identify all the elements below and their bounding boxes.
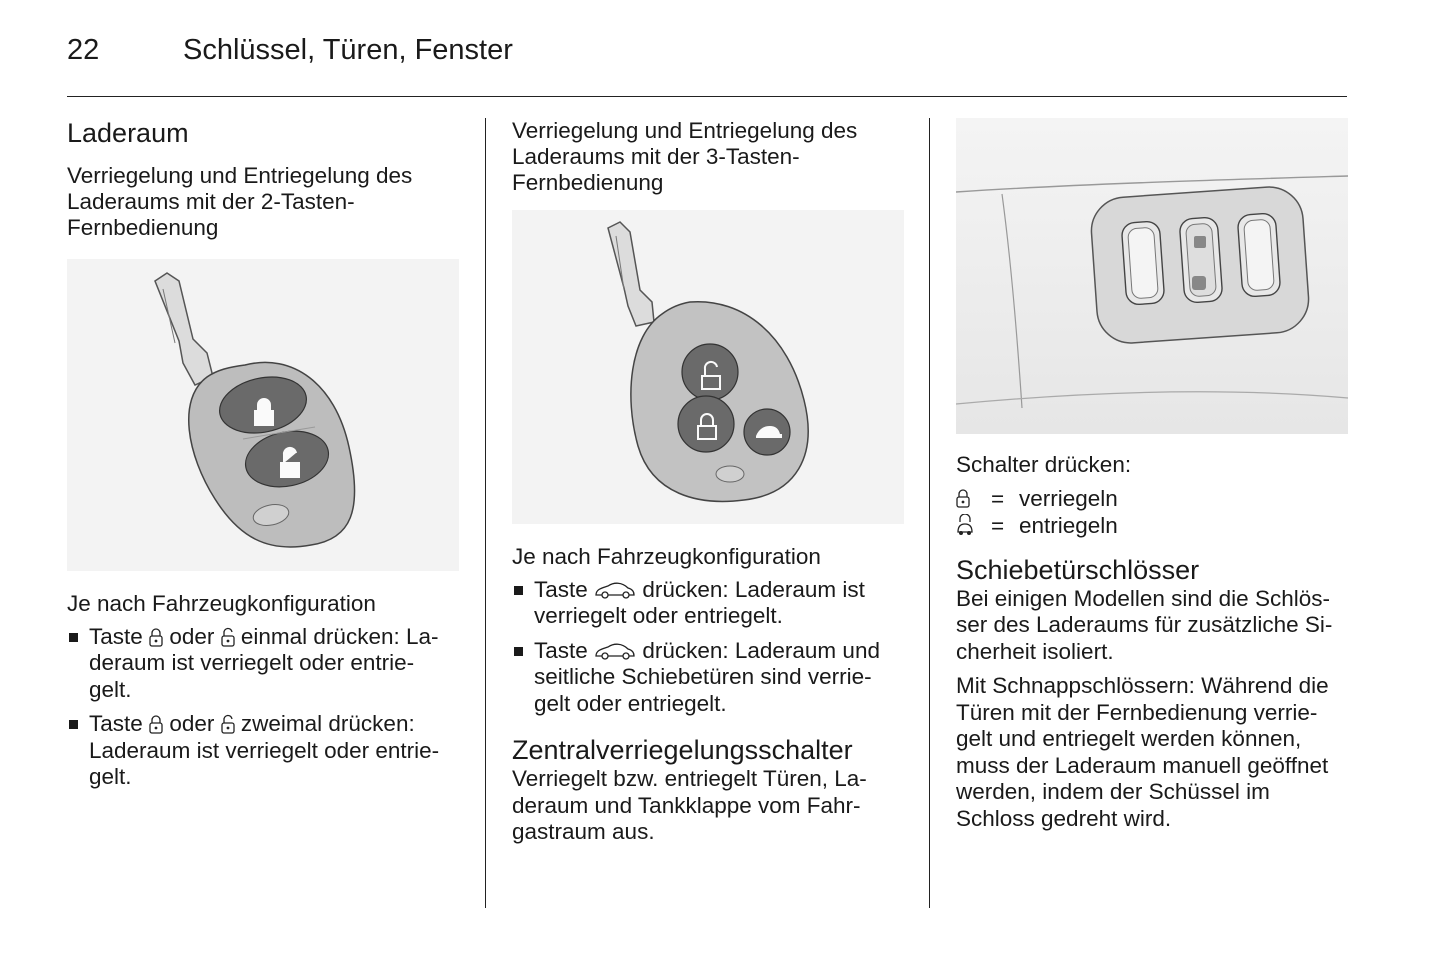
sliding-door-paragraph-2: Mit Schnappschlössern: Während die Türen mit der Fernbedienung verrie- gelt und entriegelt werden können, muss der Laderaum manuell geöffnet werden, indem der Schüssel im Schloss gedreht wird.: [956, 673, 1329, 831]
section-heading-central-locking: Zentralverriegelungsschalter: [512, 735, 853, 765]
page-header: [67, 34, 1347, 97]
list-item: Taste drücken: Laderaum ist verriegelt oder entriegelt.: [512, 577, 907, 630]
unlock-icon: [221, 627, 235, 647]
lock-icon: [956, 488, 970, 508]
lock-icon: [149, 627, 163, 647]
list-item: Taste oder einmal drücken: La- deraum ist verriegelt oder entrie- gelt.: [67, 624, 462, 704]
section-heading-laderaum: Laderaum: [67, 118, 189, 148]
three-button-remote-illustration: [512, 210, 904, 524]
legend-unlock-row: = entriegeln: [956, 512, 1348, 539]
column-divider: [929, 118, 930, 908]
car-icon: [594, 580, 636, 600]
config-intro-text: Je nach Fahrzeugkonfiguration: [512, 544, 821, 569]
section-heading-sliding-door-locks: Schiebetürschlösser: [956, 554, 1200, 585]
subheading-3-button: Verriegelung und Entriegelung des Laderaums mit der 3-Tasten- Fernbedienung: [512, 118, 858, 195]
column-laderaum: [67, 118, 462, 791]
sliding-door-paragraph-1: Bei einigen Modellen sind die Schlös- ser des Laderaums für zusätzliche Si- cherheit isoliert.: [956, 585, 1333, 664]
column-3-button-remote: [512, 118, 907, 846]
car-unlock-icon: [956, 514, 974, 536]
two-button-remote-illustration: [67, 259, 459, 571]
unlock-icon: [221, 714, 235, 734]
list-item: Taste oder zweimal drücken: Laderaum ist verriegelt oder entrie- gelt.: [67, 711, 462, 791]
bullet-list-3-button: [512, 577, 907, 718]
central-locking-switch-illustration: [956, 118, 1348, 434]
column-switch: [956, 118, 1348, 832]
lock-icon: [149, 714, 163, 734]
car-icon: [594, 641, 636, 661]
legend-lock-row: = verriegeln: [956, 485, 1348, 512]
bullet-list-2-button: [67, 624, 462, 791]
column-divider: [485, 118, 486, 908]
list-item: Taste drücken: Laderaum und seitliche Schiebetüren sind verrie- gelt oder entriegelt.: [512, 638, 907, 718]
config-intro-text: Je nach Fahrzeugkonfiguration: [67, 591, 376, 616]
central-locking-paragraph: Verriegelt bzw. entriegelt Türen, La- deraum und Tankklappe vom Fahr- gastraum aus.: [512, 766, 867, 844]
chapter-title: Schlüssel, Türen, Fenster: [183, 34, 513, 66]
subheading-2-button: Verriegelung und Entriegelung des Laderaums mit der 2-Tasten- Fernbedienung: [67, 163, 413, 240]
page-number: 22: [67, 34, 100, 66]
switch-instruction: Schalter drücken:: [956, 452, 1132, 477]
